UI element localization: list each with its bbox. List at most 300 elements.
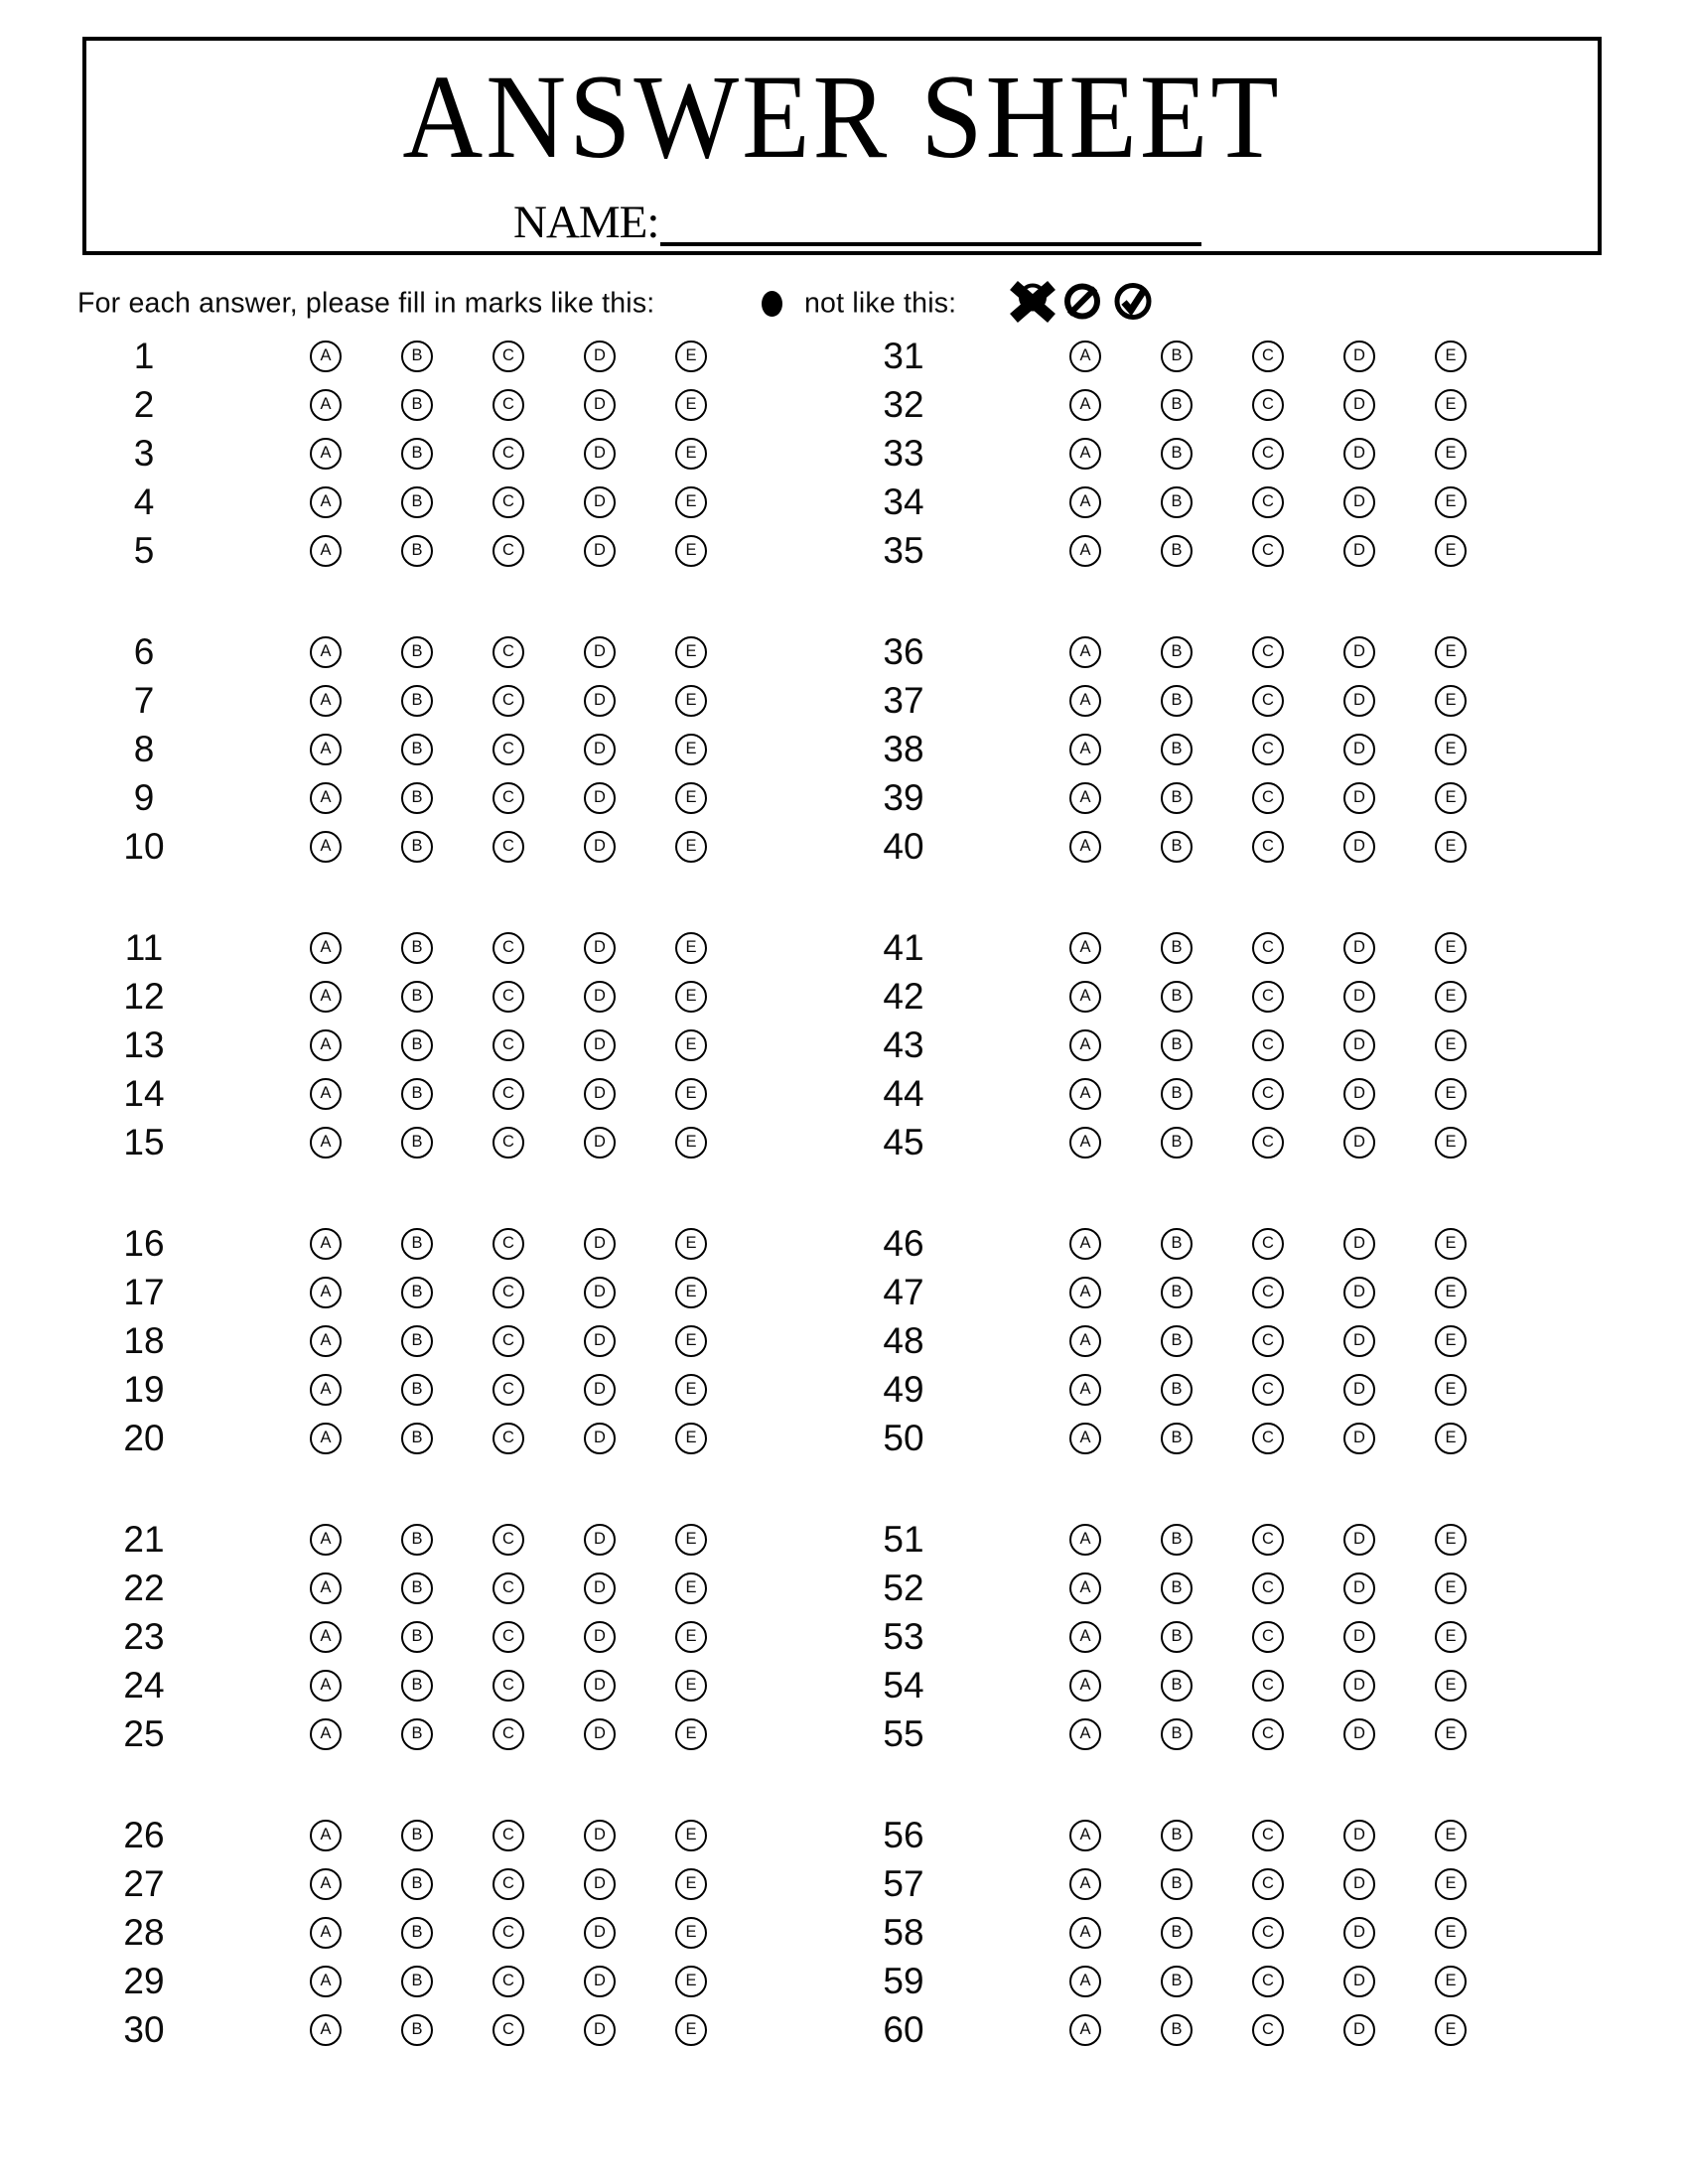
bubble-q13-e[interactable]: E: [675, 1029, 707, 1061]
bubble-q24-b[interactable]: B: [401, 1670, 433, 1702]
bubble-q43-e[interactable]: E: [1435, 1029, 1467, 1061]
bubble-q30-e[interactable]: E: [675, 2014, 707, 2046]
bubble-q40-d[interactable]: D: [1343, 831, 1375, 863]
bubble-q26-c[interactable]: C: [492, 1820, 524, 1851]
bubble-q59-e[interactable]: E: [1435, 1966, 1467, 1997]
bubble-q32-d[interactable]: D: [1343, 389, 1375, 421]
bubble-q7-d[interactable]: D: [584, 685, 616, 717]
bubble-q14-b[interactable]: B: [401, 1078, 433, 1110]
bubble-q34-b[interactable]: B: [1161, 486, 1193, 518]
bubble-q14-a[interactable]: A: [310, 1078, 342, 1110]
bubble-q58-e[interactable]: E: [1435, 1917, 1467, 1949]
bubble-q27-e[interactable]: E: [675, 1868, 707, 1900]
bubble-q53-e[interactable]: E: [1435, 1621, 1467, 1653]
bubble-q37-b[interactable]: B: [1161, 685, 1193, 717]
bubble-q36-a[interactable]: A: [1069, 636, 1101, 668]
bubble-q10-e[interactable]: E: [675, 831, 707, 863]
bubble-q30-a[interactable]: A: [310, 2014, 342, 2046]
bubble-q20-c[interactable]: C: [492, 1423, 524, 1454]
bubble-q56-d[interactable]: D: [1343, 1820, 1375, 1851]
bubble-q19-b[interactable]: B: [401, 1374, 433, 1406]
bubble-q17-a[interactable]: A: [310, 1277, 342, 1308]
bubble-q54-a[interactable]: A: [1069, 1670, 1101, 1702]
bubble-q56-c[interactable]: C: [1252, 1820, 1284, 1851]
bubble-q16-a[interactable]: A: [310, 1228, 342, 1260]
bubble-q6-b[interactable]: B: [401, 636, 433, 668]
bubble-q31-b[interactable]: B: [1161, 341, 1193, 372]
bubble-q17-d[interactable]: D: [584, 1277, 616, 1308]
bubble-q19-a[interactable]: A: [310, 1374, 342, 1406]
bubble-q10-a[interactable]: A: [310, 831, 342, 863]
bubble-q47-b[interactable]: B: [1161, 1277, 1193, 1308]
bubble-q57-b[interactable]: B: [1161, 1868, 1193, 1900]
bubble-q60-d[interactable]: D: [1343, 2014, 1375, 2046]
bubble-q33-a[interactable]: A: [1069, 438, 1101, 470]
bubble-q58-c[interactable]: C: [1252, 1917, 1284, 1949]
bubble-q51-d[interactable]: D: [1343, 1524, 1375, 1556]
bubble-q15-d[interactable]: D: [584, 1127, 616, 1159]
bubble-q56-b[interactable]: B: [1161, 1820, 1193, 1851]
bubble-q22-e[interactable]: E: [675, 1572, 707, 1604]
bubble-q23-b[interactable]: B: [401, 1621, 433, 1653]
bubble-q16-c[interactable]: C: [492, 1228, 524, 1260]
bubble-q25-b[interactable]: B: [401, 1718, 433, 1750]
bubble-q37-d[interactable]: D: [1343, 685, 1375, 717]
bubble-q40-e[interactable]: E: [1435, 831, 1467, 863]
bubble-q52-a[interactable]: A: [1069, 1572, 1101, 1604]
bubble-q48-e[interactable]: E: [1435, 1325, 1467, 1357]
bubble-q51-a[interactable]: A: [1069, 1524, 1101, 1556]
bubble-q2-e[interactable]: E: [675, 389, 707, 421]
bubble-q44-d[interactable]: D: [1343, 1078, 1375, 1110]
bubble-q46-a[interactable]: A: [1069, 1228, 1101, 1260]
bubble-q36-b[interactable]: B: [1161, 636, 1193, 668]
bubble-q2-a[interactable]: A: [310, 389, 342, 421]
bubble-q12-a[interactable]: A: [310, 981, 342, 1013]
bubble-q60-a[interactable]: A: [1069, 2014, 1101, 2046]
bubble-q39-d[interactable]: D: [1343, 782, 1375, 814]
bubble-q43-a[interactable]: A: [1069, 1029, 1101, 1061]
bubble-q9-e[interactable]: E: [675, 782, 707, 814]
bubble-q20-d[interactable]: D: [584, 1423, 616, 1454]
bubble-q30-d[interactable]: D: [584, 2014, 616, 2046]
bubble-q55-b[interactable]: B: [1161, 1718, 1193, 1750]
bubble-q30-b[interactable]: B: [401, 2014, 433, 2046]
bubble-q52-c[interactable]: C: [1252, 1572, 1284, 1604]
bubble-q57-a[interactable]: A: [1069, 1868, 1101, 1900]
bubble-q14-d[interactable]: D: [584, 1078, 616, 1110]
bubble-q12-d[interactable]: D: [584, 981, 616, 1013]
bubble-q35-c[interactable]: C: [1252, 535, 1284, 567]
bubble-q4-b[interactable]: B: [401, 486, 433, 518]
bubble-q18-d[interactable]: D: [584, 1325, 616, 1357]
name-input-line[interactable]: [660, 203, 1201, 246]
bubble-q5-b[interactable]: B: [401, 535, 433, 567]
bubble-q23-e[interactable]: E: [675, 1621, 707, 1653]
bubble-q1-d[interactable]: D: [584, 341, 616, 372]
bubble-q13-d[interactable]: D: [584, 1029, 616, 1061]
bubble-q33-c[interactable]: C: [1252, 438, 1284, 470]
bubble-q7-c[interactable]: C: [492, 685, 524, 717]
bubble-q53-d[interactable]: D: [1343, 1621, 1375, 1653]
bubble-q41-d[interactable]: D: [1343, 932, 1375, 964]
bubble-q54-e[interactable]: E: [1435, 1670, 1467, 1702]
bubble-q1-a[interactable]: A: [310, 341, 342, 372]
bubble-q53-c[interactable]: C: [1252, 1621, 1284, 1653]
bubble-q12-e[interactable]: E: [675, 981, 707, 1013]
bubble-q36-c[interactable]: C: [1252, 636, 1284, 668]
bubble-q13-a[interactable]: A: [310, 1029, 342, 1061]
bubble-q57-d[interactable]: D: [1343, 1868, 1375, 1900]
bubble-q7-e[interactable]: E: [675, 685, 707, 717]
bubble-q26-e[interactable]: E: [675, 1820, 707, 1851]
bubble-q35-d[interactable]: D: [1343, 535, 1375, 567]
bubble-q43-d[interactable]: D: [1343, 1029, 1375, 1061]
bubble-q45-c[interactable]: C: [1252, 1127, 1284, 1159]
bubble-q5-d[interactable]: D: [584, 535, 616, 567]
bubble-q45-e[interactable]: E: [1435, 1127, 1467, 1159]
bubble-q6-d[interactable]: D: [584, 636, 616, 668]
bubble-q36-e[interactable]: E: [1435, 636, 1467, 668]
bubble-q12-c[interactable]: C: [492, 981, 524, 1013]
bubble-q22-a[interactable]: A: [310, 1572, 342, 1604]
bubble-q33-b[interactable]: B: [1161, 438, 1193, 470]
bubble-q27-d[interactable]: D: [584, 1868, 616, 1900]
bubble-q14-c[interactable]: C: [492, 1078, 524, 1110]
bubble-q21-e[interactable]: E: [675, 1524, 707, 1556]
bubble-q8-a[interactable]: A: [310, 734, 342, 765]
bubble-q51-b[interactable]: B: [1161, 1524, 1193, 1556]
bubble-q31-a[interactable]: A: [1069, 341, 1101, 372]
bubble-q4-e[interactable]: E: [675, 486, 707, 518]
bubble-q4-c[interactable]: C: [492, 486, 524, 518]
bubble-q41-b[interactable]: B: [1161, 932, 1193, 964]
bubble-q55-c[interactable]: C: [1252, 1718, 1284, 1750]
bubble-q7-a[interactable]: A: [310, 685, 342, 717]
bubble-q32-c[interactable]: C: [1252, 389, 1284, 421]
bubble-q37-a[interactable]: A: [1069, 685, 1101, 717]
bubble-q26-d[interactable]: D: [584, 1820, 616, 1851]
bubble-q52-b[interactable]: B: [1161, 1572, 1193, 1604]
bubble-q22-c[interactable]: C: [492, 1572, 524, 1604]
bubble-q17-c[interactable]: C: [492, 1277, 524, 1308]
bubble-q24-c[interactable]: C: [492, 1670, 524, 1702]
bubble-q13-c[interactable]: C: [492, 1029, 524, 1061]
bubble-q53-a[interactable]: A: [1069, 1621, 1101, 1653]
bubble-q5-c[interactable]: C: [492, 535, 524, 567]
bubble-q56-a[interactable]: A: [1069, 1820, 1101, 1851]
bubble-q35-a[interactable]: A: [1069, 535, 1101, 567]
bubble-q44-a[interactable]: A: [1069, 1078, 1101, 1110]
bubble-q10-c[interactable]: C: [492, 831, 524, 863]
bubble-q15-b[interactable]: B: [401, 1127, 433, 1159]
bubble-q11-b[interactable]: B: [401, 932, 433, 964]
bubble-q54-c[interactable]: C: [1252, 1670, 1284, 1702]
bubble-q39-e[interactable]: E: [1435, 782, 1467, 814]
bubble-q28-b[interactable]: B: [401, 1917, 433, 1949]
bubble-q59-b[interactable]: B: [1161, 1966, 1193, 1997]
bubble-q46-c[interactable]: C: [1252, 1228, 1284, 1260]
bubble-q56-e[interactable]: E: [1435, 1820, 1467, 1851]
bubble-q58-a[interactable]: A: [1069, 1917, 1101, 1949]
bubble-q53-b[interactable]: B: [1161, 1621, 1193, 1653]
bubble-q47-e[interactable]: E: [1435, 1277, 1467, 1308]
bubble-q9-b[interactable]: B: [401, 782, 433, 814]
bubble-q16-d[interactable]: D: [584, 1228, 616, 1260]
bubble-q34-d[interactable]: D: [1343, 486, 1375, 518]
bubble-q27-c[interactable]: C: [492, 1868, 524, 1900]
bubble-q45-a[interactable]: A: [1069, 1127, 1101, 1159]
bubble-q3-c[interactable]: C: [492, 438, 524, 470]
bubble-q47-c[interactable]: C: [1252, 1277, 1284, 1308]
bubble-q1-e[interactable]: E: [675, 341, 707, 372]
bubble-q49-b[interactable]: B: [1161, 1374, 1193, 1406]
bubble-q39-b[interactable]: B: [1161, 782, 1193, 814]
bubble-q28-c[interactable]: C: [492, 1917, 524, 1949]
bubble-q44-e[interactable]: E: [1435, 1078, 1467, 1110]
bubble-q27-a[interactable]: A: [310, 1868, 342, 1900]
bubble-q40-c[interactable]: C: [1252, 831, 1284, 863]
bubble-q20-b[interactable]: B: [401, 1423, 433, 1454]
bubble-q57-e[interactable]: E: [1435, 1868, 1467, 1900]
bubble-q25-c[interactable]: C: [492, 1718, 524, 1750]
bubble-q38-d[interactable]: D: [1343, 734, 1375, 765]
bubble-q34-c[interactable]: C: [1252, 486, 1284, 518]
bubble-q15-e[interactable]: E: [675, 1127, 707, 1159]
bubble-q25-a[interactable]: A: [310, 1718, 342, 1750]
bubble-q55-d[interactable]: D: [1343, 1718, 1375, 1750]
bubble-q32-a[interactable]: A: [1069, 389, 1101, 421]
bubble-q55-e[interactable]: E: [1435, 1718, 1467, 1750]
bubble-q23-c[interactable]: C: [492, 1621, 524, 1653]
bubble-q59-d[interactable]: D: [1343, 1966, 1375, 1997]
bubble-q22-b[interactable]: B: [401, 1572, 433, 1604]
bubble-q42-b[interactable]: B: [1161, 981, 1193, 1013]
bubble-q35-e[interactable]: E: [1435, 535, 1467, 567]
bubble-q33-e[interactable]: E: [1435, 438, 1467, 470]
bubble-q49-d[interactable]: D: [1343, 1374, 1375, 1406]
bubble-q13-b[interactable]: B: [401, 1029, 433, 1061]
bubble-q2-b[interactable]: B: [401, 389, 433, 421]
bubble-q17-e[interactable]: E: [675, 1277, 707, 1308]
bubble-q16-e[interactable]: E: [675, 1228, 707, 1260]
bubble-q21-b[interactable]: B: [401, 1524, 433, 1556]
bubble-q45-b[interactable]: B: [1161, 1127, 1193, 1159]
bubble-q3-e[interactable]: E: [675, 438, 707, 470]
bubble-q54-b[interactable]: B: [1161, 1670, 1193, 1702]
bubble-q49-c[interactable]: C: [1252, 1374, 1284, 1406]
bubble-q38-c[interactable]: C: [1252, 734, 1284, 765]
bubble-q51-c[interactable]: C: [1252, 1524, 1284, 1556]
bubble-q31-c[interactable]: C: [1252, 341, 1284, 372]
bubble-q42-d[interactable]: D: [1343, 981, 1375, 1013]
bubble-q29-b[interactable]: B: [401, 1966, 433, 1997]
bubble-q9-a[interactable]: A: [310, 782, 342, 814]
bubble-q21-d[interactable]: D: [584, 1524, 616, 1556]
bubble-q7-b[interactable]: B: [401, 685, 433, 717]
bubble-q19-c[interactable]: C: [492, 1374, 524, 1406]
bubble-q11-a[interactable]: A: [310, 932, 342, 964]
bubble-q52-d[interactable]: D: [1343, 1572, 1375, 1604]
bubble-q33-d[interactable]: D: [1343, 438, 1375, 470]
bubble-q48-a[interactable]: A: [1069, 1325, 1101, 1357]
bubble-q2-d[interactable]: D: [584, 389, 616, 421]
bubble-q34-e[interactable]: E: [1435, 486, 1467, 518]
bubble-q24-a[interactable]: A: [310, 1670, 342, 1702]
bubble-q1-c[interactable]: C: [492, 341, 524, 372]
bubble-q50-e[interactable]: E: [1435, 1423, 1467, 1454]
bubble-q3-d[interactable]: D: [584, 438, 616, 470]
bubble-q6-c[interactable]: C: [492, 636, 524, 668]
bubble-q38-b[interactable]: B: [1161, 734, 1193, 765]
bubble-q14-e[interactable]: E: [675, 1078, 707, 1110]
bubble-q29-c[interactable]: C: [492, 1966, 524, 1997]
bubble-q29-a[interactable]: A: [310, 1966, 342, 1997]
bubble-q21-a[interactable]: A: [310, 1524, 342, 1556]
bubble-q43-c[interactable]: C: [1252, 1029, 1284, 1061]
bubble-q42-e[interactable]: E: [1435, 981, 1467, 1013]
bubble-q54-d[interactable]: D: [1343, 1670, 1375, 1702]
bubble-q11-e[interactable]: E: [675, 932, 707, 964]
bubble-q21-c[interactable]: C: [492, 1524, 524, 1556]
bubble-q31-e[interactable]: E: [1435, 341, 1467, 372]
bubble-q25-d[interactable]: D: [584, 1718, 616, 1750]
bubble-q38-e[interactable]: E: [1435, 734, 1467, 765]
bubble-q32-b[interactable]: B: [1161, 389, 1193, 421]
bubble-q26-a[interactable]: A: [310, 1820, 342, 1851]
bubble-q42-a[interactable]: A: [1069, 981, 1101, 1013]
bubble-q20-a[interactable]: A: [310, 1423, 342, 1454]
bubble-q57-c[interactable]: C: [1252, 1868, 1284, 1900]
bubble-q35-b[interactable]: B: [1161, 535, 1193, 567]
bubble-q49-e[interactable]: E: [1435, 1374, 1467, 1406]
bubble-q10-b[interactable]: B: [401, 831, 433, 863]
bubble-q48-d[interactable]: D: [1343, 1325, 1375, 1357]
bubble-q41-a[interactable]: A: [1069, 932, 1101, 964]
bubble-q28-a[interactable]: A: [310, 1917, 342, 1949]
bubble-q16-b[interactable]: B: [401, 1228, 433, 1260]
bubble-q18-e[interactable]: E: [675, 1325, 707, 1357]
bubble-q31-d[interactable]: D: [1343, 341, 1375, 372]
bubble-q52-e[interactable]: E: [1435, 1572, 1467, 1604]
bubble-q46-b[interactable]: B: [1161, 1228, 1193, 1260]
bubble-q8-d[interactable]: D: [584, 734, 616, 765]
bubble-q12-b[interactable]: B: [401, 981, 433, 1013]
bubble-q3-a[interactable]: A: [310, 438, 342, 470]
bubble-q44-b[interactable]: B: [1161, 1078, 1193, 1110]
bubble-q37-e[interactable]: E: [1435, 685, 1467, 717]
bubble-q49-a[interactable]: A: [1069, 1374, 1101, 1406]
bubble-q46-e[interactable]: E: [1435, 1228, 1467, 1260]
bubble-q59-c[interactable]: C: [1252, 1966, 1284, 1997]
bubble-q50-d[interactable]: D: [1343, 1423, 1375, 1454]
bubble-q8-c[interactable]: C: [492, 734, 524, 765]
bubble-q36-d[interactable]: D: [1343, 636, 1375, 668]
bubble-q24-e[interactable]: E: [675, 1670, 707, 1702]
bubble-q60-c[interactable]: C: [1252, 2014, 1284, 2046]
bubble-q19-d[interactable]: D: [584, 1374, 616, 1406]
bubble-q30-c[interactable]: C: [492, 2014, 524, 2046]
bubble-q5-e[interactable]: E: [675, 535, 707, 567]
bubble-q28-e[interactable]: E: [675, 1917, 707, 1949]
bubble-q50-b[interactable]: B: [1161, 1423, 1193, 1454]
bubble-q18-c[interactable]: C: [492, 1325, 524, 1357]
bubble-q45-d[interactable]: D: [1343, 1127, 1375, 1159]
bubble-q32-e[interactable]: E: [1435, 389, 1467, 421]
bubble-q9-d[interactable]: D: [584, 782, 616, 814]
bubble-q41-c[interactable]: C: [1252, 932, 1284, 964]
bubble-q59-a[interactable]: A: [1069, 1966, 1101, 1997]
bubble-q24-d[interactable]: D: [584, 1670, 616, 1702]
bubble-q19-e[interactable]: E: [675, 1374, 707, 1406]
bubble-q8-b[interactable]: B: [401, 734, 433, 765]
bubble-q29-d[interactable]: D: [584, 1966, 616, 1997]
bubble-q47-a[interactable]: A: [1069, 1277, 1101, 1308]
bubble-q43-b[interactable]: B: [1161, 1029, 1193, 1061]
bubble-q9-c[interactable]: C: [492, 782, 524, 814]
bubble-q60-b[interactable]: B: [1161, 2014, 1193, 2046]
bubble-q48-b[interactable]: B: [1161, 1325, 1193, 1357]
bubble-q46-d[interactable]: D: [1343, 1228, 1375, 1260]
bubble-q18-b[interactable]: B: [401, 1325, 433, 1357]
bubble-q44-c[interactable]: C: [1252, 1078, 1284, 1110]
bubble-q40-a[interactable]: A: [1069, 831, 1101, 863]
bubble-q25-e[interactable]: E: [675, 1718, 707, 1750]
bubble-q26-b[interactable]: B: [401, 1820, 433, 1851]
bubble-q51-e[interactable]: E: [1435, 1524, 1467, 1556]
bubble-q8-e[interactable]: E: [675, 734, 707, 765]
bubble-q50-c[interactable]: C: [1252, 1423, 1284, 1454]
bubble-q2-c[interactable]: C: [492, 389, 524, 421]
bubble-q20-e[interactable]: E: [675, 1423, 707, 1454]
bubble-q10-d[interactable]: D: [584, 831, 616, 863]
bubble-q1-b[interactable]: B: [401, 341, 433, 372]
bubble-q58-d[interactable]: D: [1343, 1917, 1375, 1949]
bubble-q4-a[interactable]: A: [310, 486, 342, 518]
bubble-q48-c[interactable]: C: [1252, 1325, 1284, 1357]
bubble-q11-d[interactable]: D: [584, 932, 616, 964]
bubble-q11-c[interactable]: C: [492, 932, 524, 964]
bubble-q40-b[interactable]: B: [1161, 831, 1193, 863]
bubble-q58-b[interactable]: B: [1161, 1917, 1193, 1949]
bubble-q47-d[interactable]: D: [1343, 1277, 1375, 1308]
bubble-q23-d[interactable]: D: [584, 1621, 616, 1653]
bubble-q18-a[interactable]: A: [310, 1325, 342, 1357]
bubble-q29-e[interactable]: E: [675, 1966, 707, 1997]
bubble-q38-a[interactable]: A: [1069, 734, 1101, 765]
bubble-q3-b[interactable]: B: [401, 438, 433, 470]
bubble-q15-c[interactable]: C: [492, 1127, 524, 1159]
bubble-q6-a[interactable]: A: [310, 636, 342, 668]
bubble-q6-e[interactable]: E: [675, 636, 707, 668]
bubble-q50-a[interactable]: A: [1069, 1423, 1101, 1454]
bubble-q42-c[interactable]: C: [1252, 981, 1284, 1013]
bubble-q34-a[interactable]: A: [1069, 486, 1101, 518]
bubble-q4-d[interactable]: D: [584, 486, 616, 518]
bubble-q5-a[interactable]: A: [310, 535, 342, 567]
bubble-q60-e[interactable]: E: [1435, 2014, 1467, 2046]
bubble-q27-b[interactable]: B: [401, 1868, 433, 1900]
bubble-q39-c[interactable]: C: [1252, 782, 1284, 814]
bubble-q17-b[interactable]: B: [401, 1277, 433, 1308]
bubble-q23-a[interactable]: A: [310, 1621, 342, 1653]
bubble-q37-c[interactable]: C: [1252, 685, 1284, 717]
bubble-q22-d[interactable]: D: [584, 1572, 616, 1604]
bubble-q55-a[interactable]: A: [1069, 1718, 1101, 1750]
bubble-q39-a[interactable]: A: [1069, 782, 1101, 814]
bubble-q41-e[interactable]: E: [1435, 932, 1467, 964]
bubble-q15-a[interactable]: A: [310, 1127, 342, 1159]
